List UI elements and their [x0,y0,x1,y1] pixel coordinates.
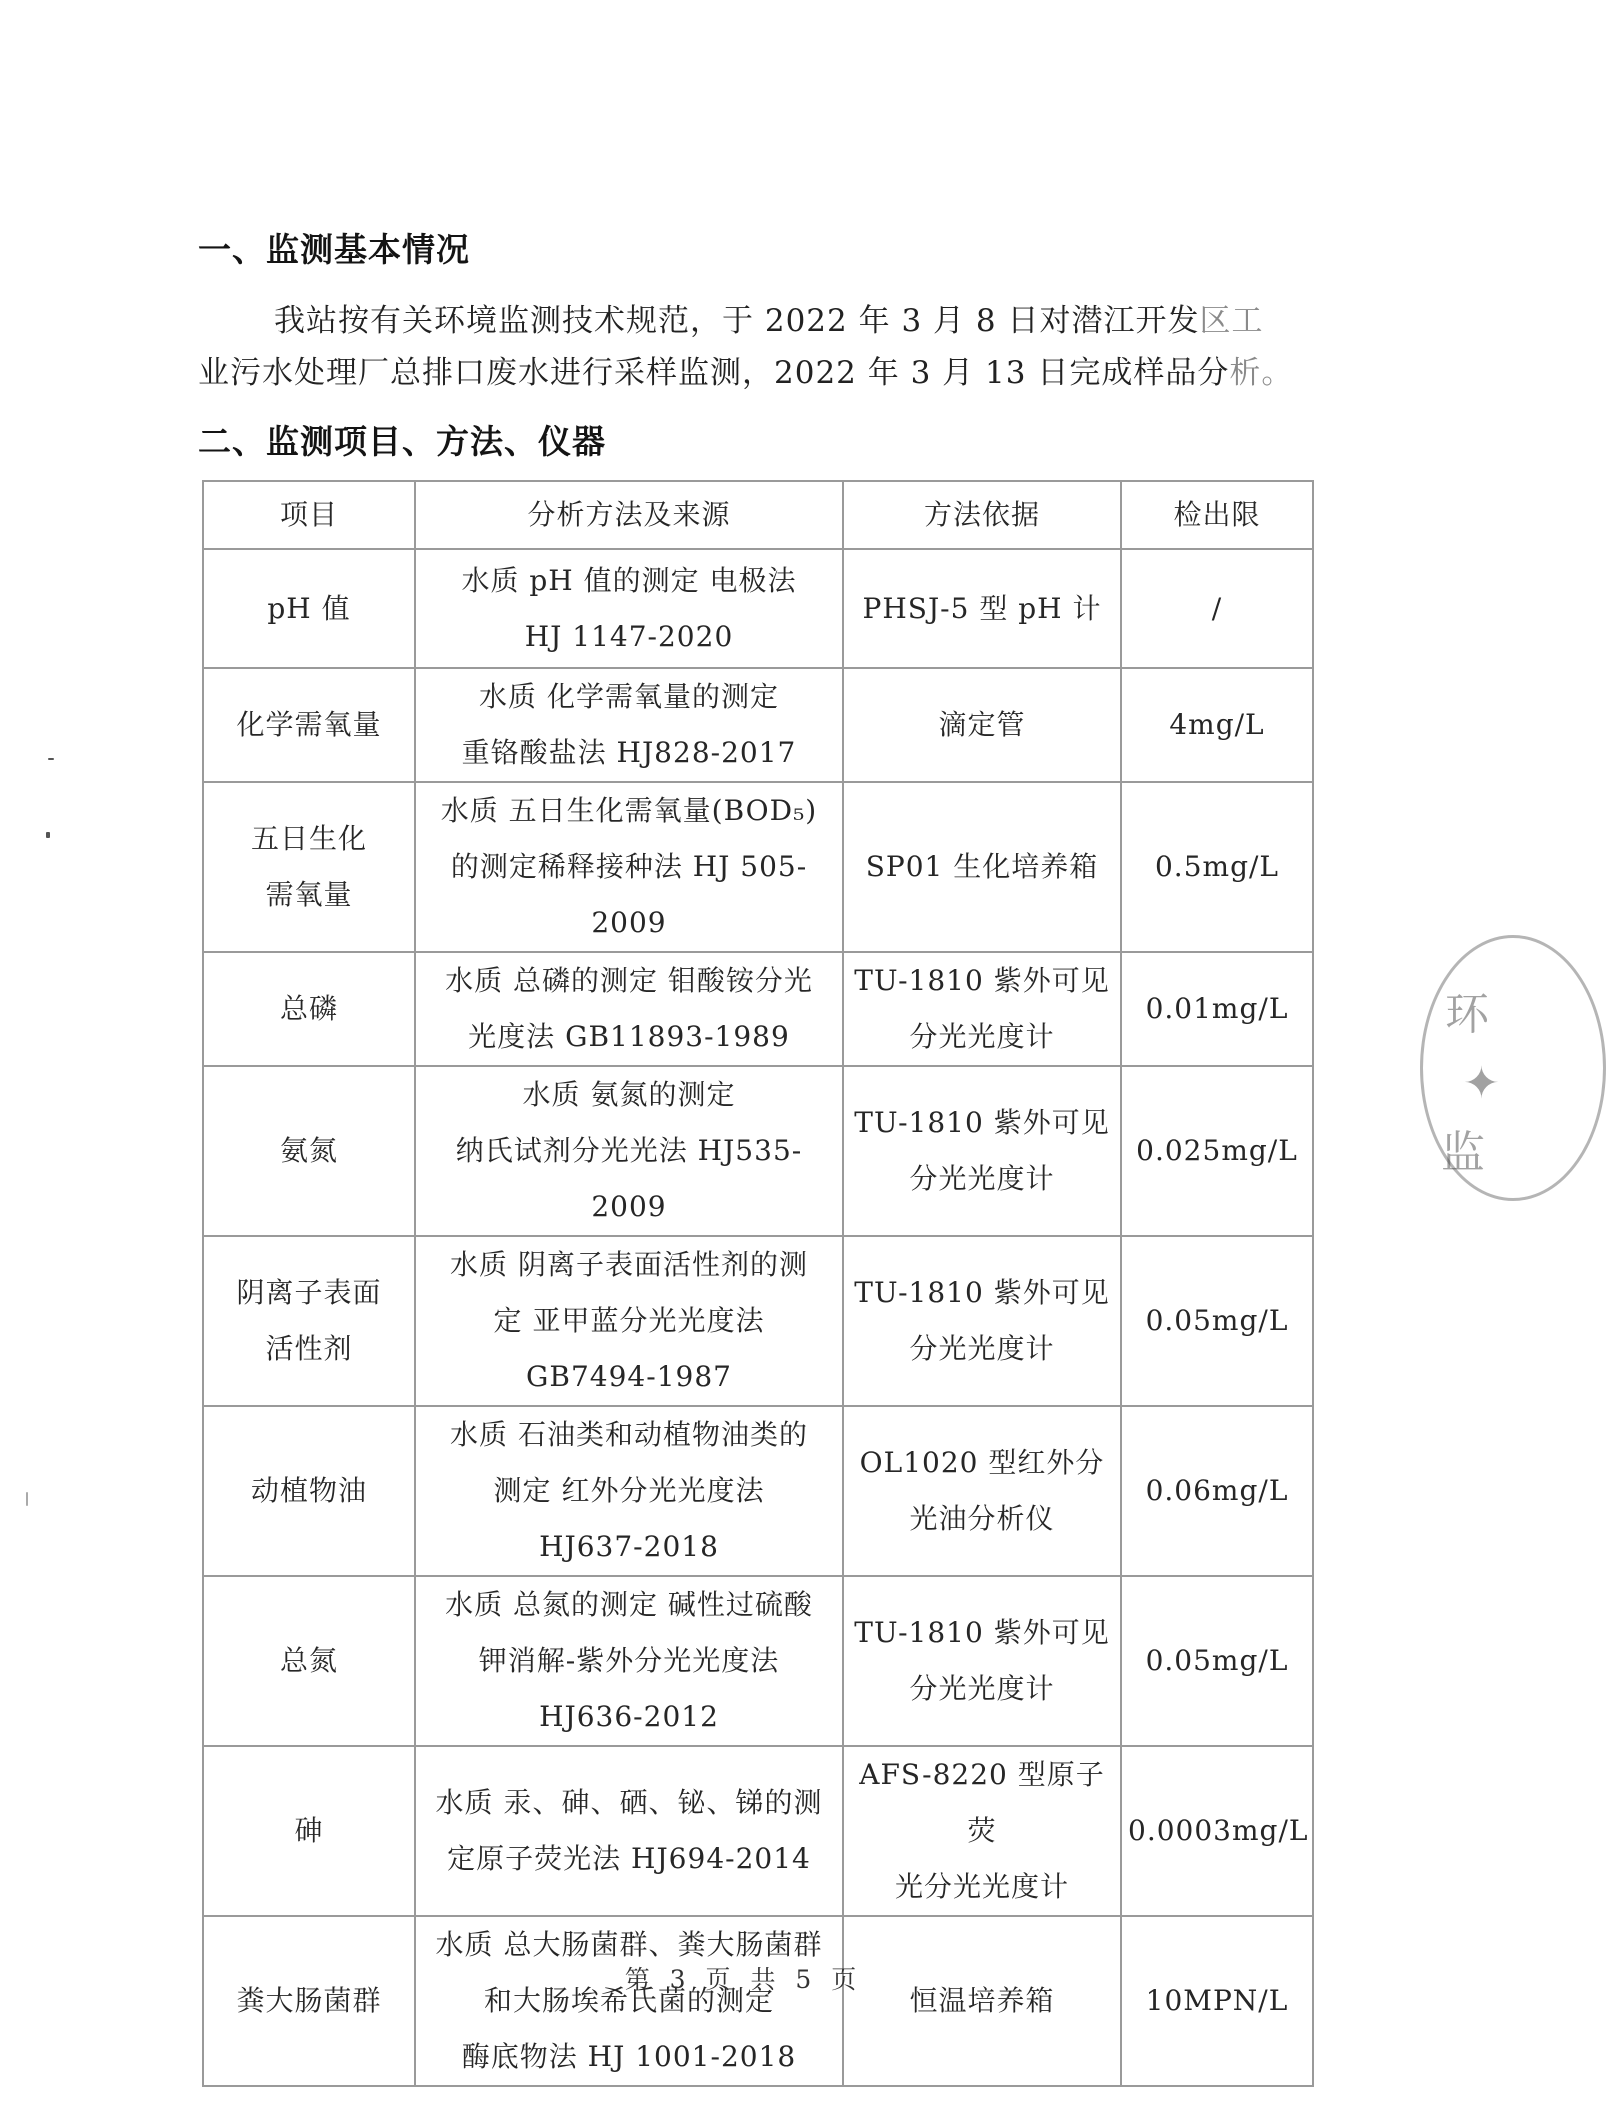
cell-method-line: 定原子荧光法 HJ694-2014 [447,1842,811,1875]
cell-method-line: 水质 总大肠菌群、粪大肠菌群 [435,1928,823,1961]
cell-limit: / [1121,549,1313,668]
cell-basis-line: AFS-8220 型原子荧 [859,1758,1105,1847]
cell-item [203,1406,415,1576]
paragraph-line-1-text: 我站按有关环境监测技术规范，于 2022 年 3 月 8 日对潜江开发 [274,303,1200,339]
cell-basis [843,1916,1121,2086]
cell-method-line: 水质 汞、砷、硒、铋、锑的测 [435,1786,823,1819]
cell-method [415,549,843,668]
cell-method [415,1406,843,1576]
cell-item [203,782,415,952]
cell-basis-line: PHSJ-5 型 pH 计 [862,591,1102,625]
cell-method [415,668,843,782]
cell-method-line: 水质 五日生化需氧量(BOD₅) [440,794,818,827]
cell-method [415,952,843,1066]
cell-limit: 0.025mg/L [1121,1066,1313,1236]
cell-item [203,1066,415,1236]
cell-item-line: 氨氮 [279,1134,338,1167]
cell-basis [843,1576,1121,1746]
scan-speck [46,832,50,838]
table-row [203,549,1313,668]
cell-item-line: pH 值 [267,591,351,625]
cell-item-line: 总氮 [279,1644,338,1677]
table-row [203,1746,1313,1916]
cell-item [203,1236,415,1406]
cell-limit: 0.0003mg/L [1121,1746,1313,1916]
scan-speck [48,758,54,760]
cell-item [203,549,415,668]
seal-glyph: 监 [1441,1127,1485,1178]
cell-method-line: 钾消解-紫外分光光度法 [478,1644,780,1677]
cell-limit: 0.5mg/L [1121,782,1313,952]
cell-method [415,1746,843,1916]
cell-method [415,1576,843,1746]
cell-method-line: GB7494-1987 [526,1360,732,1393]
section-heading-monitoring-items: 二、监测项目、方法、仪器 [198,422,606,461]
cell-method-line: 水质 总氮的测定 碱性过硫酸 [445,1588,813,1621]
paragraph-line-2-text: 业污水处理厂总排口废水进行采样监测，2022 年 3 月 13 日完成样品分 [198,355,1230,391]
cell-method-line: HJ 1147-2020 [524,619,734,653]
header-method: 分析方法及来源 [415,481,843,549]
seal-glyph: 环 [1445,989,1489,1040]
cell-basis-line: 光油分析仪 [909,1502,1055,1535]
cell-basis-line: 光分光光度计 [894,1870,1069,1903]
cell-item [203,1576,415,1746]
cell-method-line: 测定 红外分光光度法 [493,1474,765,1507]
cell-basis-line: TU-1810 紫外可见 [854,1616,1110,1649]
cell-limit: 0.06mg/L [1121,1406,1313,1576]
cell-basis-line: TU-1810 紫外可见 [854,1106,1110,1139]
seal-stamp [1420,935,1606,1201]
cell-method-line: 水质 pH 值的测定 电极法 [461,563,797,597]
cell-item-line: 五日生化 [250,822,367,855]
cell-basis [843,549,1121,668]
cell-limit: 0.05mg/L [1121,1236,1313,1406]
cell-basis-line: TU-1810 紫外可见 [854,1276,1110,1309]
paragraph-line-2-faded-text: 析。 [1229,355,1294,391]
table-row [203,1236,1313,1406]
cell-method-line: 水质 总磷的测定 钼酸铵分光 [445,964,813,997]
table-row [203,1066,1313,1236]
cell-method-line: 纳氏试剂分光光法 HJ535-2009 [455,1134,803,1223]
cell-item [203,668,415,782]
page-number: 第 3 页 共 5 页 [624,1965,863,1994]
cell-method [415,1236,843,1406]
cell-method-line: 水质 石油类和动植物油类的 [450,1418,808,1451]
cell-basis-line: OL1020 型红外分 [859,1446,1105,1479]
cell-item [203,1916,415,2086]
cell-method-line: 酶底物法 HJ 1001-2018 [461,2040,797,2073]
header-limit: 检出限 [1121,481,1313,549]
cell-limit: 0.05mg/L [1121,1576,1313,1746]
cell-item-line: 动植物油 [250,1474,367,1507]
scan-speck [26,1492,28,1506]
cell-item-line: 需氧量 [265,878,353,911]
cell-method [415,1916,843,2086]
cell-item-line: 化学需氧量 [236,708,382,741]
table-body [203,549,1313,2086]
cell-method-line: HJ637-2018 [539,1530,719,1563]
cell-basis-line: TU-1810 紫外可见 [854,964,1110,997]
cell-basis [843,1236,1121,1406]
cell-limit: 4mg/L [1121,668,1313,782]
header-item: 项目 [203,481,415,549]
cell-basis-line: SP01 生化培养箱 [865,850,1099,883]
cell-method [415,1066,843,1236]
cell-method-line: 重铬酸盐法 HJ828-2017 [461,736,797,769]
section-heading-basic-info: 一、监测基本情况 [198,230,470,269]
header-basis: 方法依据 [843,481,1121,549]
table-row [203,952,1313,1066]
cell-basis [843,782,1121,952]
cell-basis-line: 分光光度计 [909,1020,1055,1053]
cell-basis-line: 分光光度计 [909,1162,1055,1195]
cell-limit: 10MPN/L [1121,1916,1313,2086]
cell-method-line: 水质 阴离子表面活性剂的测 [450,1248,808,1281]
cell-item-line: 总磷 [279,992,338,1025]
cell-item [203,952,415,1066]
cell-basis [843,952,1121,1066]
table-row [203,782,1313,952]
cell-basis-line: 分光光度计 [909,1672,1055,1705]
cell-method-line: 和大肠埃希氏菌的测定 [483,1984,774,2017]
table-row [203,1916,1313,2086]
cell-basis [843,1406,1121,1576]
cell-item-line: 阴离子表面 [236,1276,382,1309]
cell-item-line: 粪大肠菌群 [236,1984,382,2017]
cell-item [203,1746,415,1916]
cell-method-line: 水质 化学需氧量的测定 [479,680,779,713]
cell-basis-line: 恒温培养箱 [909,1984,1055,2017]
table-row [203,1406,1313,1576]
cell-basis [843,1066,1121,1236]
cell-item-line: 砷 [294,1814,324,1847]
cell-item-line: 活性剂 [265,1332,353,1365]
cell-method [415,782,843,952]
cell-method-line: 水质 氨氮的测定 [522,1078,736,1111]
paragraph-line-1-faded-text: 区工 [1199,303,1264,339]
cell-basis-line: 分光光度计 [909,1332,1055,1365]
table-row [203,668,1313,782]
table-row [203,1576,1313,1746]
table-header-row [203,481,1313,549]
cell-method-line: 定 亚甲蓝分光光度法 [493,1304,765,1337]
cell-basis [843,1746,1121,1916]
cell-method-line: HJ636-2012 [539,1700,719,1733]
cell-method-line: 光度法 GB11893-1989 [468,1020,790,1053]
seal-star-icon: ✦ [1463,1058,1500,1109]
cell-limit: 0.01mg/L [1121,952,1313,1066]
cell-method-line: 的测定稀释接种法 HJ 505-2009 [450,850,808,939]
cell-basis [843,668,1121,782]
monitoring-methods-table [202,480,1314,2087]
cell-basis-line: 滴定管 [938,708,1026,741]
paragraph-line-1 [198,295,1313,347]
paragraph-line-2 [198,347,1313,399]
